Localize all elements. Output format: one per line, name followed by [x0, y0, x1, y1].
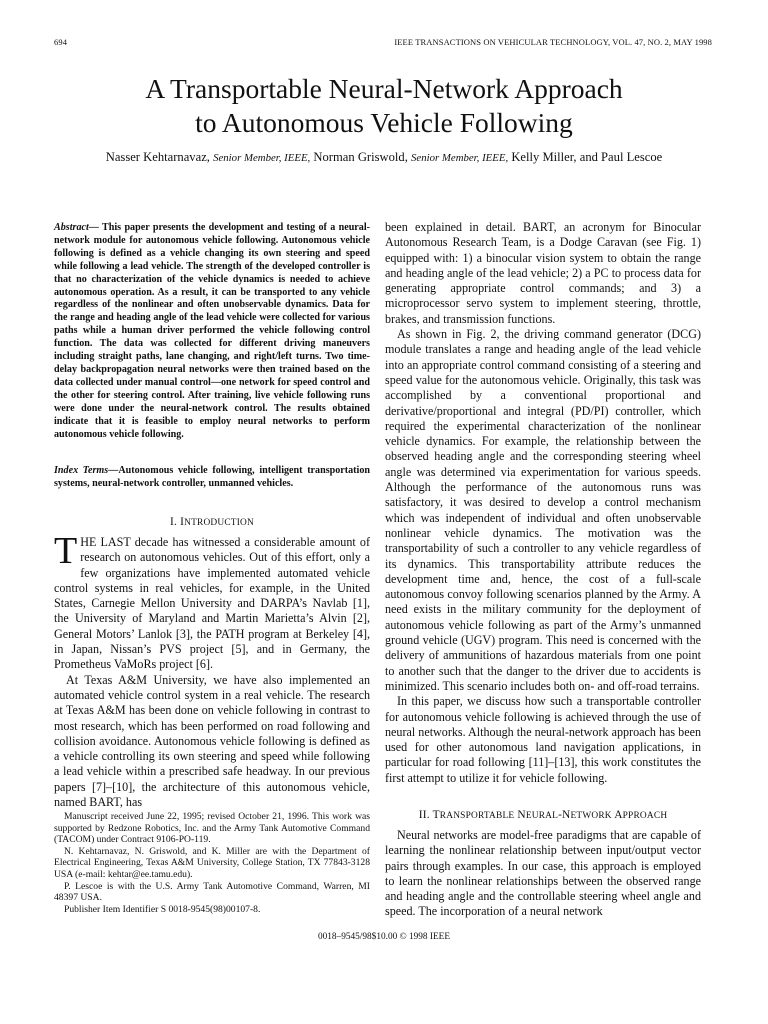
section-1-body-left [54, 530, 370, 810]
paper-title [40, 72, 728, 140]
section-2-heading: II. TRANSPORTABLE NEURAL-NETWORK APPROACH [418, 809, 668, 821]
author-list [20, 150, 748, 165]
footnote-manuscript: Manuscript received June 22, 1995; revised October 21, 1996. This work was supported by Redzone Robotics, Inc. and the Army Tank Automotive Command (TACOM) under Contract 9106-PO-119. [54, 811, 370, 846]
abstract-text: This paper presents the development and testing of a neural-network module for autonomous vehicle following. Autonomous vehicle following is defined as a vehicle changing its own steering and speed while following a lead vehicle. The strength of the developed controller is that no characterization of the vehicle dynamics is needed to achieve autonomous operation. As a result, it can be transported to any vehicle regardless of the nonlinear and often unobservable dynamics. Data for the range and heading angle of the lead vehicle were collected for various paths while a human driver performed the vehicle following control function. The data was collected for different driving maneuvers including straight paths, lane changing, and right/left turns. Two time-delay backpropagation neural networks were then trained based on the data collected under manual control—one network for speed control and the other for steering control. After training, live vehicle following runs were done under the neural-network control. The results obtained indicate that it is feasible to employ neural networks to perform autonomous vehicle following. [54, 222, 370, 440]
section-2-body [385, 828, 701, 920]
author-2: Norman Griswold, [313, 150, 408, 164]
author-3-4: Kelly Miller, and Paul Lescoe [511, 150, 663, 164]
footnote-identifier: Publisher Item Identifier S 0018-9545(98)00107-8. [64, 903, 261, 915]
abstract-lead: Abstract— [54, 222, 99, 233]
author-1: Nasser Kehtarnavaz, [105, 150, 210, 164]
footnote-affiliation-1: N. Kehtarnavaz, N. Griswold, and K. Miller are with the Department of Electrical Engineering, Texas A&M University, College Station, TX 77843-3128 USA (e-mail: kehtar@ee.tamu.edu). [54, 845, 370, 880]
index-terms-lead: Index Terms— [54, 465, 119, 476]
drop-cap: T [54, 530, 78, 572]
title-line-1: A Transportable Neural-Network Approach [145, 73, 623, 104]
section-1-heading: I. INTRODUCTION [170, 516, 254, 528]
title-line-2: to Autonomous Vehicle Following [195, 107, 573, 138]
footnote-affiliation-2: P. Lescoe is with the U.S. Army Tank Automotive Command, Warren, MI 48397 USA. [54, 880, 370, 904]
paragraph: Neural networks are model-free paradigms that are capable of learning the nonlinear relationship between input/output vector pairs through examples. In our case, this approach is employed to learn the nonlinear relationships between the observed range and heading angle and the controllable steering wheel angle and speed. The incorporation of a neural network [385, 828, 701, 919]
author-2-degree: Senior Member, IEEE, [411, 152, 509, 164]
paragraph: THE LAST decade has witnessed a considerable amount of research on autonomous vehicles. Out of this effort, only a few organizations have implemented automated vehicle control systems in real vehicles, for example, in the United States, Carnegie Mellon University and DARPA’s Navlab [1], the University of Maryland and Martin Marietta’s Alvin [2], General Motors’ Lanlok [3], the PATH program at Berkeley [4], in Japan, Nissan’s PVS project [5], and in Germany, the Prometheus VaMoRs project [6]. [54, 530, 370, 672]
footnotes [54, 811, 370, 915]
section-1-body-right [385, 220, 701, 786]
copyright-footer: 0018–9545/98$10.00 © 1998 IEEE [317, 932, 451, 942]
paragraph: At Texas A&M University, we have also implemented an automated vehicle control system in a real vehicle. The research at Texas A&M has been done on vehicle following in contrast to most research, which has been performed on road following and collision avoidance. Autonomous vehicle following is defined as a vehicle controlling its own steering and speed while following a lead vehicle within a prescribed safe headway. In our previous papers [7]–[10], the architecture of this autonomous vehicle, named BART, has [54, 672, 370, 810]
paragraph: been explained in detail. BART, an acronym for Binocular Autonomous Research Team, is a Dodge Caravan (see Fig. 1) equipped with: 1) a binocular vision system to obtain the range and heading angle of the lead vehicle; 2) a PC to process data for generating appropriate control commands; and 3) a microprocessor servo system to implement steering, throttle, brakes, and transmission functions. [385, 220, 701, 326]
paragraph: In this paper, we discuss how such a transportable controller for autonomous vehicle following is achieved through the use of neural networks. Although the neural-network approach has been used for other autonomous land navigation applications, in particular for road following [11]–[13], this work constitutes the first attempt to utilize it for vehicle following. [385, 694, 701, 785]
index-terms-text: Autonomous vehicle following, intelligent transportation systems, neural-network controller, unmanned vehicles. [54, 465, 370, 489]
index-terms [54, 465, 370, 491]
journal-citation: IEEE TRANSACTIONS ON VEHICULAR TECHNOLOGY, VOL. 47, NO. 2, MAY 1998 [394, 37, 712, 47]
paragraph: As shown in Fig. 2, the driving command generator (DCG) module translates a range and heading angle of the lead vehicle into an appropriate control command consisting of a steering and speed value for the autonomous vehicle. Originally, this task was accomplished by a conventional proportional and derivative/proportional and integral (PD/PI) controller, which required the experimental characterization of the nonlinear vehicle dynamics. For example, the relationship between the observed heading angle and the corresponding steering wheel angle was determined via experimentation for various speeds. Although the performance of the autonomous runs was satisfactory, it was desired to develop a control mechanism which was independent of individual and often unobservable nonlinear vehicle dynamics. The motivation was the transportability of such a controller to any vehicle regardless of its dynamics. This transportability attribute reduces the development time and, hence, the cost of a full-scale autonomous convoy following scenarios planned by the Army. A need exists in the military community for the deployment of autonomous vehicle following as part of the Army’s unmanned ground vehicle (UGV) program. This need is concerned with the delivery of ammunitions of hazardous materials from one point to another such that the danger to the driver due to accidents is minimized. This scenario includes both on- and off-road terrains. [385, 327, 701, 693]
abstract [54, 222, 370, 441]
page-number: 694 [54, 37, 68, 47]
author-1-degree: Senior Member, IEEE, [213, 152, 311, 164]
